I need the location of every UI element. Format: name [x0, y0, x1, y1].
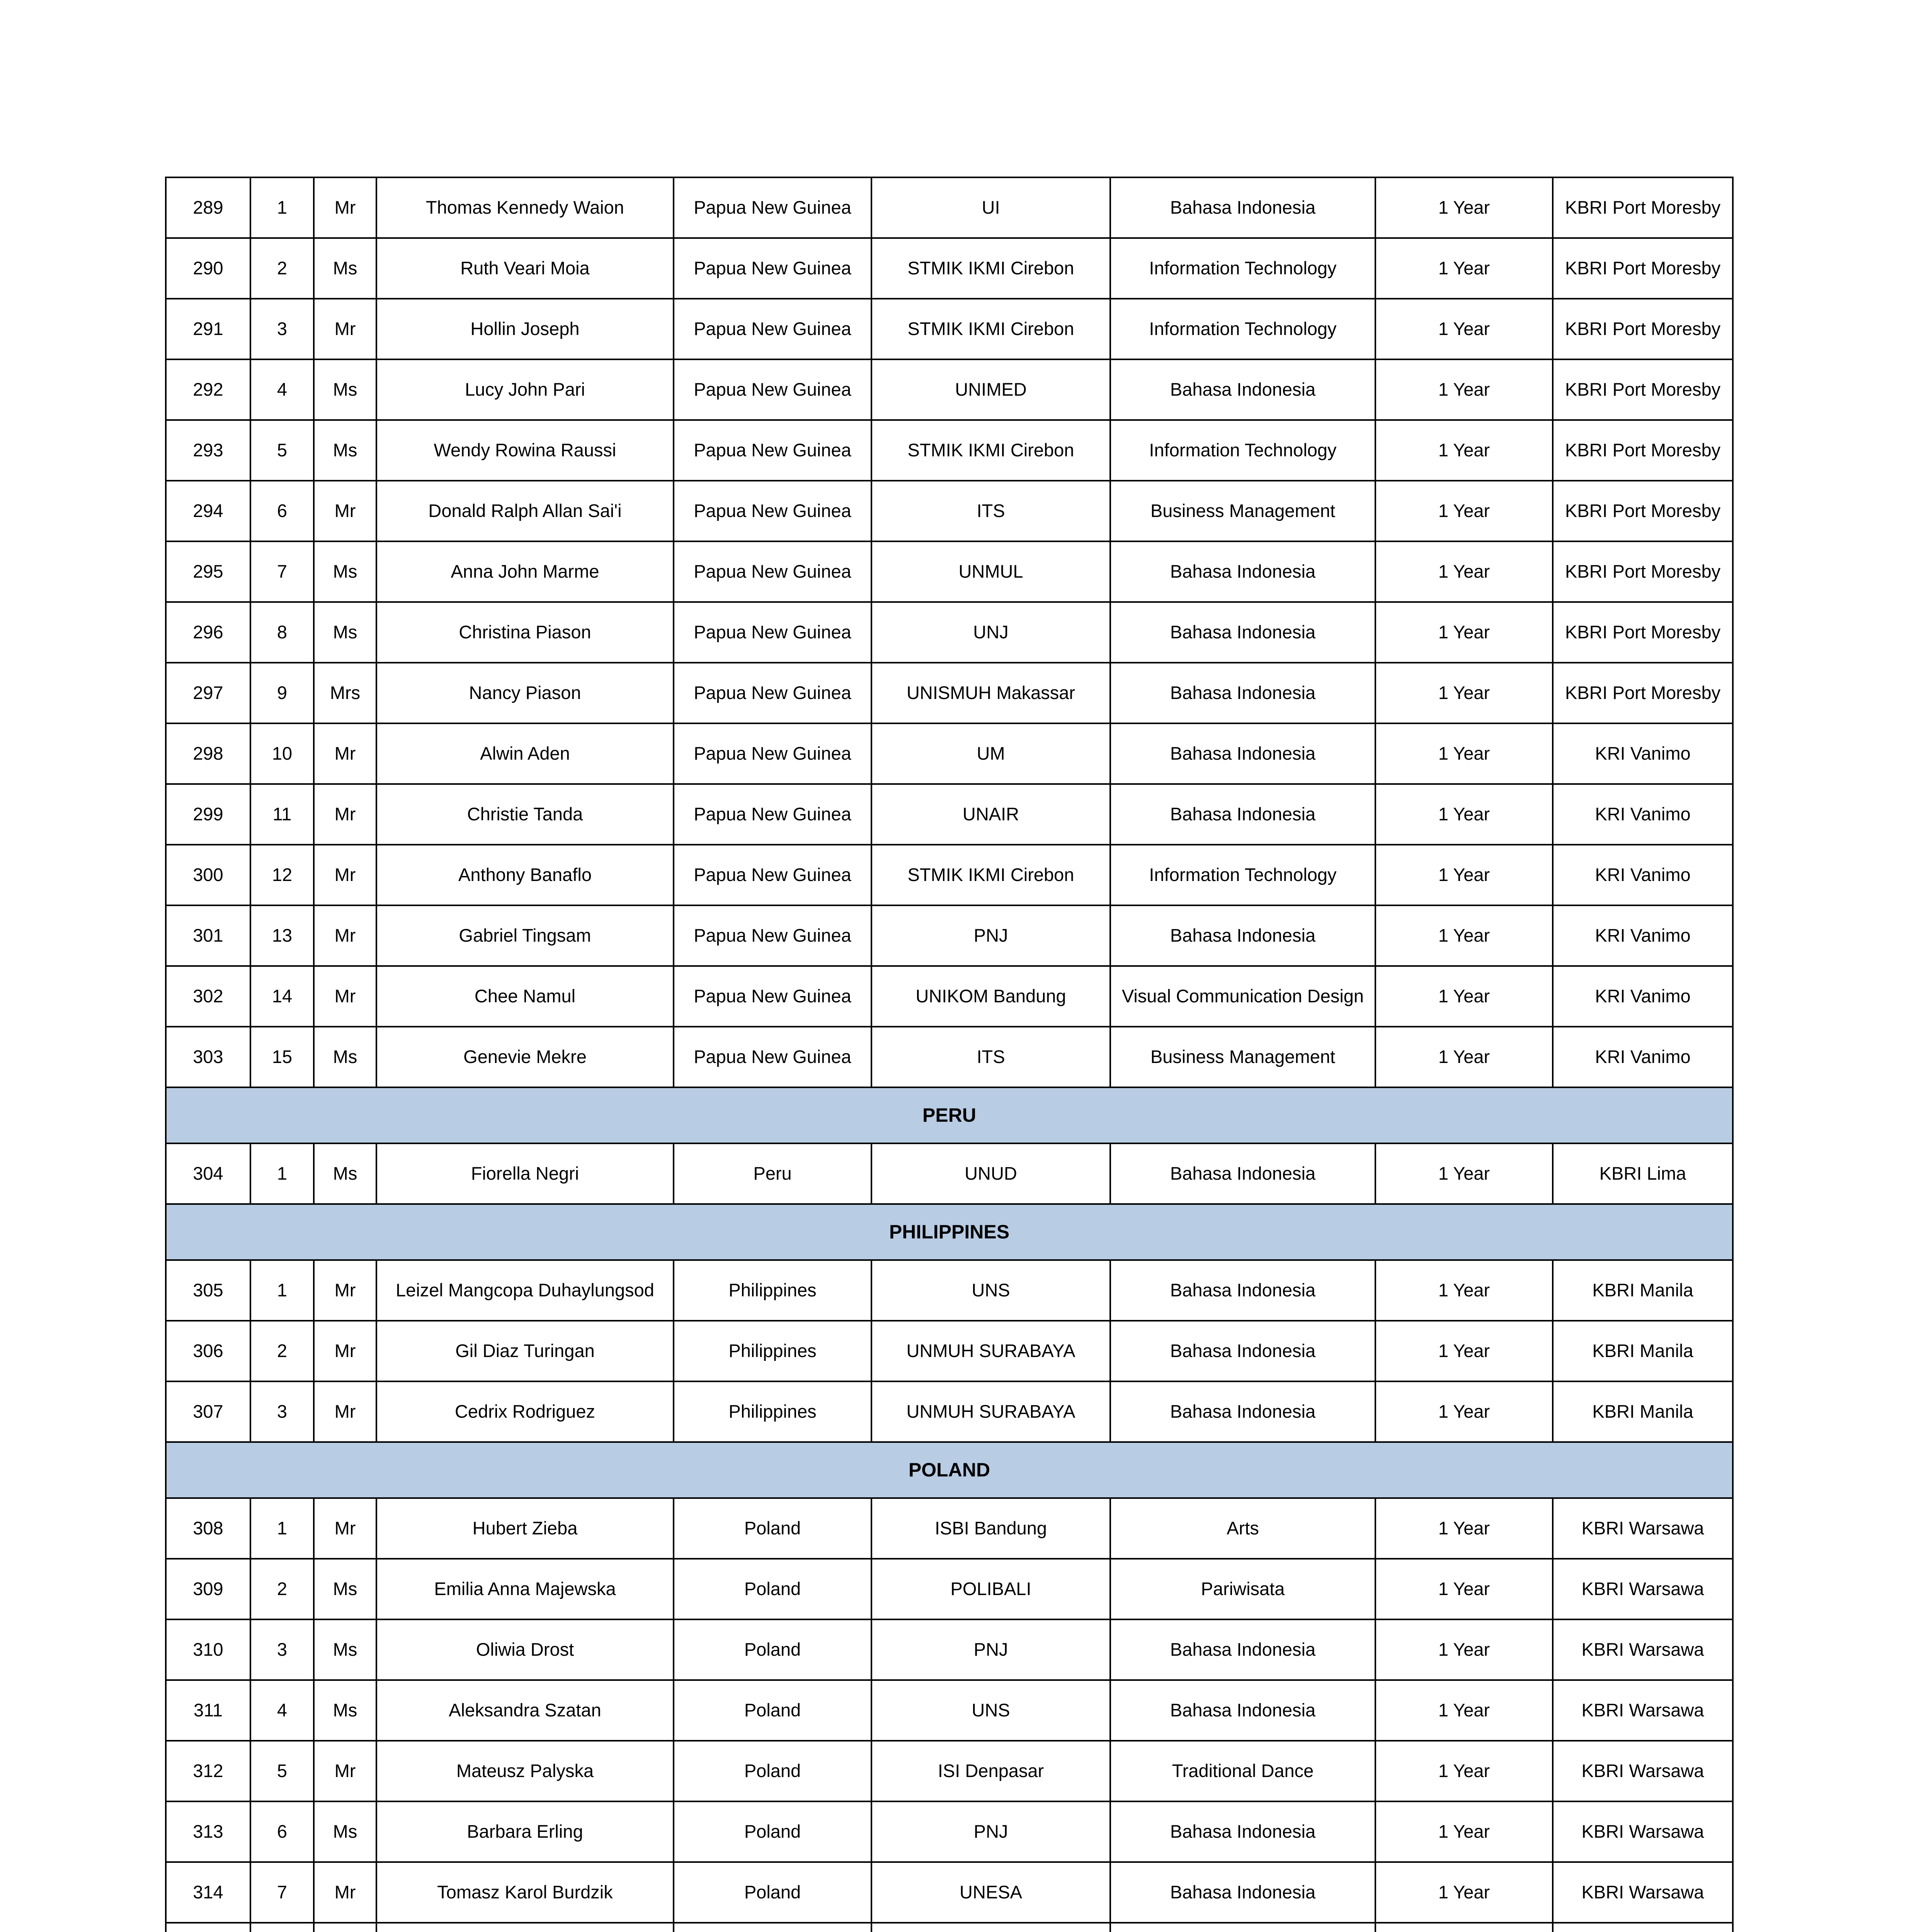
country-index-cell: 10: [250, 723, 314, 784]
duration-cell: 1 Year: [1375, 541, 1553, 602]
title-cell: Mr: [314, 905, 376, 966]
country-index-cell: 5: [250, 420, 314, 481]
country-index-cell: 8: [250, 602, 314, 663]
country-index-cell: 3: [250, 1619, 314, 1680]
title-cell: Ms: [314, 1143, 376, 1204]
country-index-cell: 7: [250, 1862, 314, 1923]
name-cell: Nancy Piason: [376, 663, 674, 723]
university-cell: STMIK IKMI Cirebon: [871, 845, 1110, 905]
program-cell: Bahasa Indonesia: [1110, 663, 1375, 723]
row-number-cell: 313: [166, 1801, 250, 1862]
country-cell: Papua New Guinea: [674, 177, 871, 238]
embassy-cell: KBRI Warsawa: [1553, 1741, 1733, 1801]
row-number-cell: 292: [166, 359, 250, 420]
title-cell: Ms: [314, 1559, 376, 1619]
row-number-cell: 309: [166, 1559, 250, 1619]
name-cell: Aleksandra Szatan: [376, 1680, 674, 1741]
table-row: [166, 1381, 1733, 1442]
duration-cell: 1 Year: [1375, 1680, 1553, 1741]
title-cell: Mr: [314, 723, 376, 784]
duration-cell: 1 Year: [1375, 966, 1553, 1027]
title-cell: Ms: [314, 359, 376, 420]
title-cell: Ms: [314, 420, 376, 481]
title-cell: Ms: [314, 1801, 376, 1862]
embassy-cell: KBRI Warsawa: [1553, 1862, 1733, 1923]
table-row: [166, 1801, 1733, 1862]
university-cell: UNJ: [871, 602, 1110, 663]
title-cell: Mr: [314, 1741, 376, 1801]
country-cell: Papua New Guinea: [674, 541, 871, 602]
name-cell: [376, 1923, 674, 1932]
embassy-cell: KBRI Warsawa: [1553, 1559, 1733, 1619]
table-row: [166, 1680, 1733, 1741]
country-cell: Papua New Guinea: [674, 905, 871, 966]
university-cell: UNISMUH Makassar: [871, 663, 1110, 723]
duration-cell: 1 Year: [1375, 299, 1553, 359]
country-cell: Poland: [674, 1680, 871, 1741]
program-cell: Bahasa Indonesia: [1110, 1381, 1375, 1442]
duration-cell: 1 Year: [1375, 723, 1553, 784]
name-cell: Cedrix Rodriguez: [376, 1381, 674, 1442]
country-cell: Papua New Guinea: [674, 420, 871, 481]
country-cell: Poland: [674, 1619, 871, 1680]
row-number-cell: 311: [166, 1680, 250, 1741]
country-index-cell: 1: [250, 177, 314, 238]
table-row: [166, 966, 1733, 1027]
country-index-cell: 4: [250, 1680, 314, 1741]
name-cell: Emilia Anna Majewska: [376, 1559, 674, 1619]
duration-cell: 1 Year: [1375, 1498, 1553, 1559]
program-cell: Bahasa Indonesia: [1110, 1260, 1375, 1321]
university-cell: [871, 1923, 1110, 1932]
duration-cell: 1 Year: [1375, 602, 1553, 663]
table-row: [166, 1498, 1733, 1559]
table-row: [166, 845, 1733, 905]
program-cell: Information Technology: [1110, 845, 1375, 905]
university-cell: STMIK IKMI Cirebon: [871, 238, 1110, 299]
row-number-cell: 300: [166, 845, 250, 905]
university-cell: UNAIR: [871, 784, 1110, 845]
name-cell: Christie Tanda: [376, 784, 674, 845]
country-cell: Papua New Guinea: [674, 723, 871, 784]
table-row: [166, 299, 1733, 359]
roster-body: [166, 177, 1733, 1932]
table-row: [166, 1260, 1733, 1321]
country-cell: Poland: [674, 1801, 871, 1862]
row-number-cell: 299: [166, 784, 250, 845]
name-cell: Thomas Kennedy Waion: [376, 177, 674, 238]
university-cell: STMIK IKMI Cirebon: [871, 420, 1110, 481]
country-index-cell: 12: [250, 845, 314, 905]
country-cell: Papua New Guinea: [674, 845, 871, 905]
country-cell: Papua New Guinea: [674, 784, 871, 845]
university-cell: UM: [871, 723, 1110, 784]
program-cell: Traditional Dance: [1110, 1741, 1375, 1801]
title-cell: Mr: [314, 481, 376, 541]
section-heading: PERU: [166, 1087, 1733, 1143]
title-cell: Ms: [314, 1619, 376, 1680]
program-cell: Bahasa Indonesia: [1110, 541, 1375, 602]
embassy-cell: KBRI Manila: [1553, 1321, 1733, 1381]
name-cell: Alwin Aden: [376, 723, 674, 784]
country-index-cell: 4: [250, 359, 314, 420]
row-number-cell: 305: [166, 1260, 250, 1321]
title-cell: Mr: [314, 1381, 376, 1442]
embassy-cell: [1553, 1923, 1733, 1932]
program-cell: Bahasa Indonesia: [1110, 1680, 1375, 1741]
program-cell: Bahasa Indonesia: [1110, 1801, 1375, 1862]
table-row: [166, 238, 1733, 299]
country-index-cell: 2: [250, 1559, 314, 1619]
country-index-cell: 5: [250, 1741, 314, 1801]
country-section-header: [166, 1442, 1733, 1498]
embassy-cell: KBRI Port Moresby: [1553, 177, 1733, 238]
country-section-header: [166, 1204, 1733, 1260]
country-index-cell: 9: [250, 663, 314, 723]
university-cell: ITS: [871, 481, 1110, 541]
table-row: [166, 1923, 1733, 1932]
country-cell: Poland: [674, 1741, 871, 1801]
row-number-cell: 310: [166, 1619, 250, 1680]
table-row: [166, 1143, 1733, 1204]
name-cell: Hubert Zieba: [376, 1498, 674, 1559]
name-cell: Genevie Mekre: [376, 1027, 674, 1087]
university-cell: PNJ: [871, 905, 1110, 966]
program-cell: Bahasa Indonesia: [1110, 1143, 1375, 1204]
embassy-cell: KRI Vanimo: [1553, 1027, 1733, 1087]
title-cell: Mrs: [314, 663, 376, 723]
country-cell: Papua New Guinea: [674, 1027, 871, 1087]
country-index-cell: 6: [250, 481, 314, 541]
title-cell: Mr: [314, 784, 376, 845]
country-cell: Papua New Guinea: [674, 663, 871, 723]
name-cell: Mateusz Palyska: [376, 1741, 674, 1801]
name-cell: Lucy John Pari: [376, 359, 674, 420]
title-cell: Ms: [314, 238, 376, 299]
table-row: [166, 723, 1733, 784]
program-cell: Bahasa Indonesia: [1110, 1862, 1375, 1923]
country-cell: Philippines: [674, 1260, 871, 1321]
university-cell: PNJ: [871, 1801, 1110, 1862]
embassy-cell: KRI Vanimo: [1553, 784, 1733, 845]
row-number-cell: 294: [166, 481, 250, 541]
program-cell: Bahasa Indonesia: [1110, 784, 1375, 845]
name-cell: Chee Namul: [376, 966, 674, 1027]
duration-cell: 1 Year: [1375, 359, 1553, 420]
row-number-cell: 302: [166, 966, 250, 1027]
row-number-cell: 301: [166, 905, 250, 966]
title-cell: Mr: [314, 1321, 376, 1381]
name-cell: Oliwia Drost: [376, 1619, 674, 1680]
row-number-cell: [166, 1923, 250, 1932]
title-cell: Mr: [314, 1498, 376, 1559]
university-cell: UNMUL: [871, 541, 1110, 602]
embassy-cell: KBRI Manila: [1553, 1260, 1733, 1321]
program-cell: [1110, 1923, 1375, 1932]
university-cell: ISI Denpasar: [871, 1741, 1110, 1801]
table-row: [166, 1741, 1733, 1801]
table-row: [166, 177, 1733, 238]
duration-cell: 1 Year: [1375, 177, 1553, 238]
university-cell: UI: [871, 177, 1110, 238]
country-index-cell: [250, 1923, 314, 1932]
embassy-cell: KBRI Warsawa: [1553, 1680, 1733, 1741]
program-cell: Bahasa Indonesia: [1110, 359, 1375, 420]
name-cell: Gil Diaz Turingan: [376, 1321, 674, 1381]
duration-cell: 1 Year: [1375, 1143, 1553, 1204]
duration-cell: 1 Year: [1375, 905, 1553, 966]
name-cell: Fiorella Negri: [376, 1143, 674, 1204]
university-cell: UNS: [871, 1680, 1110, 1741]
country-index-cell: 6: [250, 1801, 314, 1862]
name-cell: Leizel Mangcopa Duhaylungsod: [376, 1260, 674, 1321]
row-number-cell: 306: [166, 1321, 250, 1381]
program-cell: Business Management: [1110, 1027, 1375, 1087]
table-row: [166, 784, 1733, 845]
country-section-header: [166, 1087, 1733, 1143]
name-cell: Christina Piason: [376, 602, 674, 663]
embassy-cell: KBRI Port Moresby: [1553, 359, 1733, 420]
table-row: [166, 1559, 1733, 1619]
university-cell: STMIK IKMI Cirebon: [871, 299, 1110, 359]
program-cell: Visual Communication Design: [1110, 966, 1375, 1027]
duration-cell: 1 Year: [1375, 1619, 1553, 1680]
name-cell: Donald Ralph Allan Sai'i: [376, 481, 674, 541]
duration-cell: 1 Year: [1375, 1559, 1553, 1619]
table-row: [166, 663, 1733, 723]
row-number-cell: 295: [166, 541, 250, 602]
university-cell: POLIBALI: [871, 1559, 1110, 1619]
program-cell: Information Technology: [1110, 420, 1375, 481]
country-cell: Poland: [674, 1862, 871, 1923]
embassy-cell: KBRI Manila: [1553, 1381, 1733, 1442]
university-cell: UNESA: [871, 1862, 1110, 1923]
duration-cell: 1 Year: [1375, 1801, 1553, 1862]
embassy-cell: KBRI Warsawa: [1553, 1801, 1733, 1862]
duration-cell: 1 Year: [1375, 784, 1553, 845]
university-cell: UNIMED: [871, 359, 1110, 420]
table-row: [166, 905, 1733, 966]
university-cell: ISBI Bandung: [871, 1498, 1110, 1559]
country-index-cell: 2: [250, 1321, 314, 1381]
duration-cell: 1 Year: [1375, 1741, 1553, 1801]
embassy-cell: KBRI Port Moresby: [1553, 663, 1733, 723]
embassy-cell: KBRI Port Moresby: [1553, 602, 1733, 663]
country-cell: Philippines: [674, 1321, 871, 1381]
row-number-cell: 293: [166, 420, 250, 481]
duration-cell: 1 Year: [1375, 481, 1553, 541]
country-index-cell: 3: [250, 1381, 314, 1442]
title-cell: Mr: [314, 1260, 376, 1321]
name-cell: Anna John Marme: [376, 541, 674, 602]
embassy-cell: KBRI Lima: [1553, 1143, 1733, 1204]
name-cell: Anthony Banaflo: [376, 845, 674, 905]
country-index-cell: 1: [250, 1498, 314, 1559]
name-cell: Barbara Erling: [376, 1801, 674, 1862]
duration-cell: 1 Year: [1375, 1321, 1553, 1381]
duration-cell: [1375, 1923, 1553, 1932]
row-number-cell: 297: [166, 663, 250, 723]
title-cell: Mr: [314, 299, 376, 359]
university-cell: UNUD: [871, 1143, 1110, 1204]
country-index-cell: 3: [250, 299, 314, 359]
embassy-cell: KBRI Port Moresby: [1553, 420, 1733, 481]
row-number-cell: 308: [166, 1498, 250, 1559]
duration-cell: 1 Year: [1375, 1862, 1553, 1923]
title-cell: Mr: [314, 1862, 376, 1923]
country-index-cell: 11: [250, 784, 314, 845]
country-cell: Poland: [674, 1559, 871, 1619]
country-cell: Peru: [674, 1143, 871, 1204]
embassy-cell: KBRI Warsawa: [1553, 1498, 1733, 1559]
scholarship-roster-table: [165, 177, 1734, 1932]
table-row: [166, 1027, 1733, 1087]
title-cell: Mr: [314, 177, 376, 238]
table-row: [166, 1862, 1733, 1923]
country-index-cell: 14: [250, 966, 314, 1027]
row-number-cell: 303: [166, 1027, 250, 1087]
program-cell: Information Technology: [1110, 299, 1375, 359]
embassy-cell: KRI Vanimo: [1553, 723, 1733, 784]
embassy-cell: KRI Vanimo: [1553, 845, 1733, 905]
title-cell: [314, 1923, 376, 1932]
country-index-cell: 1: [250, 1260, 314, 1321]
program-cell: Information Technology: [1110, 238, 1375, 299]
table-row: [166, 481, 1733, 541]
program-cell: Bahasa Indonesia: [1110, 1619, 1375, 1680]
program-cell: Bahasa Indonesia: [1110, 602, 1375, 663]
table-row: [166, 1619, 1733, 1680]
country-index-cell: 1: [250, 1143, 314, 1204]
row-number-cell: 307: [166, 1381, 250, 1442]
row-number-cell: 296: [166, 602, 250, 663]
duration-cell: 1 Year: [1375, 663, 1553, 723]
country-index-cell: 13: [250, 905, 314, 966]
title-cell: Ms: [314, 602, 376, 663]
row-number-cell: 291: [166, 299, 250, 359]
program-cell: Bahasa Indonesia: [1110, 177, 1375, 238]
name-cell: Gabriel Tingsam: [376, 905, 674, 966]
duration-cell: 1 Year: [1375, 1260, 1553, 1321]
title-cell: Ms: [314, 541, 376, 602]
program-cell: Pariwisata: [1110, 1559, 1375, 1619]
program-cell: Bahasa Indonesia: [1110, 1321, 1375, 1381]
country-cell: Papua New Guinea: [674, 299, 871, 359]
country-cell: Papua New Guinea: [674, 238, 871, 299]
title-cell: Mr: [314, 966, 376, 1027]
program-cell: Bahasa Indonesia: [1110, 905, 1375, 966]
section-heading: PHILIPPINES: [166, 1204, 1733, 1260]
table-row: [166, 602, 1733, 663]
row-number-cell: 289: [166, 177, 250, 238]
university-cell: PNJ: [871, 1619, 1110, 1680]
duration-cell: 1 Year: [1375, 1381, 1553, 1442]
row-number-cell: 312: [166, 1741, 250, 1801]
name-cell: Wendy Rowina Raussi: [376, 420, 674, 481]
title-cell: Ms: [314, 1027, 376, 1087]
table-row: [166, 1321, 1733, 1381]
title-cell: Mr: [314, 845, 376, 905]
university-cell: UNIKOM Bandung: [871, 966, 1110, 1027]
university-cell: ITS: [871, 1027, 1110, 1087]
name-cell: Hollin Joseph: [376, 299, 674, 359]
embassy-cell: KRI Vanimo: [1553, 966, 1733, 1027]
university-cell: UNS: [871, 1260, 1110, 1321]
country-cell: Papua New Guinea: [674, 602, 871, 663]
title-cell: Ms: [314, 1680, 376, 1741]
table-row: [166, 359, 1733, 420]
embassy-cell: KBRI Port Moresby: [1553, 481, 1733, 541]
university-cell: UNMUH SURABAYA: [871, 1321, 1110, 1381]
country-cell: Philippines: [674, 1381, 871, 1442]
country-cell: Papua New Guinea: [674, 966, 871, 1027]
embassy-cell: KBRI Warsawa: [1553, 1619, 1733, 1680]
embassy-cell: KBRI Port Moresby: [1553, 299, 1733, 359]
program-cell: Business Management: [1110, 481, 1375, 541]
country-index-cell: 7: [250, 541, 314, 602]
country-cell: Poland: [674, 1498, 871, 1559]
row-number-cell: 298: [166, 723, 250, 784]
country-index-cell: 15: [250, 1027, 314, 1087]
program-cell: Arts: [1110, 1498, 1375, 1559]
duration-cell: 1 Year: [1375, 1027, 1553, 1087]
section-heading: POLAND: [166, 1442, 1733, 1498]
university-cell: UNMUH SURABAYA: [871, 1381, 1110, 1442]
row-number-cell: 304: [166, 1143, 250, 1204]
country-cell: Papua New Guinea: [674, 481, 871, 541]
country-cell: [674, 1923, 871, 1932]
embassy-cell: KBRI Port Moresby: [1553, 541, 1733, 602]
name-cell: Ruth Veari Moia: [376, 238, 674, 299]
embassy-cell: KBRI Port Moresby: [1553, 238, 1733, 299]
country-cell: Papua New Guinea: [674, 359, 871, 420]
duration-cell: 1 Year: [1375, 420, 1553, 481]
embassy-cell: KRI Vanimo: [1553, 905, 1733, 966]
country-index-cell: 2: [250, 238, 314, 299]
duration-cell: 1 Year: [1375, 845, 1553, 905]
name-cell: Tomasz Karol Burdzik: [376, 1862, 674, 1923]
duration-cell: 1 Year: [1375, 238, 1553, 299]
program-cell: Bahasa Indonesia: [1110, 723, 1375, 784]
row-number-cell: 290: [166, 238, 250, 299]
row-number-cell: 314: [166, 1862, 250, 1923]
table-row: [166, 420, 1733, 481]
table-row: [166, 541, 1733, 602]
